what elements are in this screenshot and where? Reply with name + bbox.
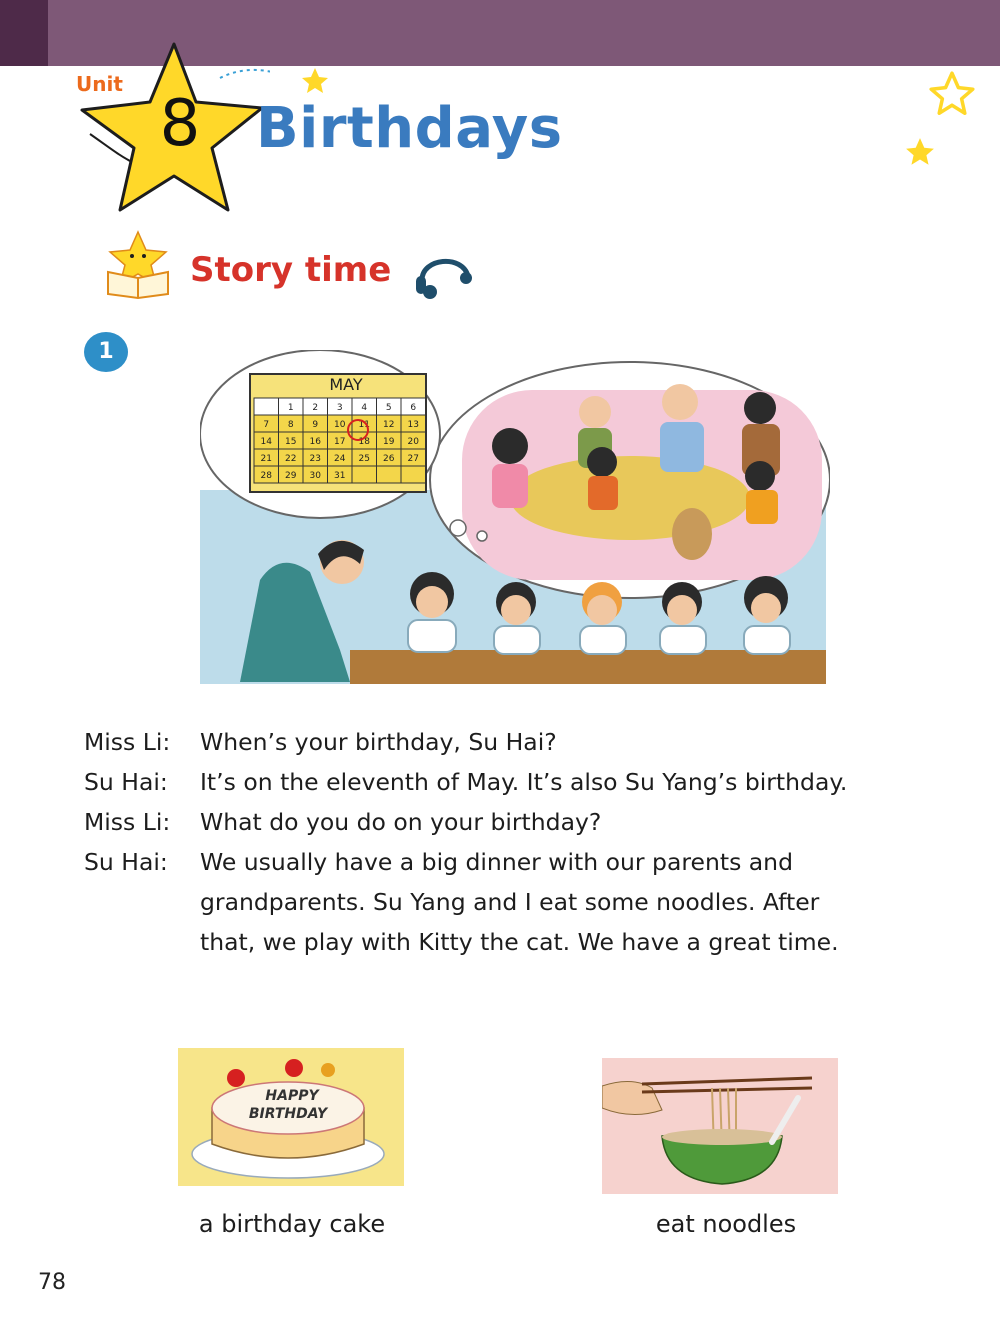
- calendar-day: 26: [383, 454, 395, 464]
- calendar-day: 22: [285, 454, 297, 464]
- calendar-day: 17: [334, 437, 346, 447]
- calendar-day: 7: [263, 420, 270, 430]
- page-number: 78: [38, 1270, 66, 1295]
- desk: [350, 650, 826, 684]
- speaker: Miss Li:: [84, 808, 171, 836]
- outline-star-icon: [928, 70, 976, 118]
- calendar-day: 12: [383, 420, 395, 430]
- family-member: [745, 461, 775, 491]
- calendar-cell: [352, 466, 377, 483]
- line-text: It’s on the eleventh of May. It’s also Su Yang’s birthday.: [200, 768, 848, 796]
- unit-number: 8: [159, 87, 201, 161]
- calendar-month: MAY: [329, 375, 363, 394]
- cake-text-happy: HAPPY: [265, 1088, 319, 1104]
- calendar-cell: [377, 466, 402, 483]
- dialogue: [84, 722, 964, 962]
- dinner-table: [510, 456, 750, 540]
- dialogue-line: [84, 722, 964, 762]
- calendar-day: 1: [287, 403, 294, 413]
- speaker: Miss Li:: [84, 728, 171, 756]
- birthday-cake-image: [178, 1048, 404, 1186]
- line-text: When’s your birthday, Su Hai?: [200, 728, 557, 756]
- calendar-day: 6: [410, 403, 417, 413]
- dialogue-line: [84, 882, 964, 922]
- dialogue-line: [84, 762, 964, 802]
- caption-eat-noodles: eat noodles: [655, 1210, 797, 1238]
- calendar-day: 30: [309, 471, 321, 481]
- small-star-icon: [904, 136, 936, 168]
- calendar-day: 21: [260, 454, 272, 464]
- caption-birthday-cake: a birthday cake: [198, 1210, 386, 1238]
- calendar-day: 5: [385, 403, 392, 413]
- calendar-day: 29: [285, 471, 297, 481]
- calendar-day: 31: [334, 471, 346, 481]
- thought-dot: [450, 520, 466, 536]
- headphones-icon[interactable]: [408, 244, 478, 300]
- calendar-day: 16: [309, 437, 321, 447]
- line-text: that, we play with Kitty the cat. We have a great time.: [200, 928, 839, 956]
- calendar-day: 9: [312, 420, 319, 430]
- cake-text-birthday: BIRTHDAY: [248, 1106, 328, 1122]
- family-member: [579, 396, 611, 428]
- dialogue-line: [84, 802, 964, 842]
- calendar-day: 8: [287, 420, 294, 430]
- thought-dot: [477, 531, 487, 541]
- calendar-cell: [401, 466, 426, 483]
- story-star-reading-icon: [98, 228, 178, 300]
- family-member: [662, 384, 698, 420]
- calendar-day: 10: [334, 420, 346, 430]
- calendar-day: 13: [407, 420, 419, 430]
- calendar-day: 20: [407, 437, 419, 447]
- line-text: What do you do on your birthday?: [200, 808, 602, 836]
- line-text: grandparents. Su Yang and I eat some noodles. After: [200, 888, 820, 916]
- family-member: [492, 428, 528, 464]
- calendar-day: 24: [334, 454, 346, 464]
- dialogue-line: [84, 842, 964, 882]
- speaker: Su Hai:: [84, 768, 168, 796]
- calendar-day: 15: [285, 437, 297, 447]
- story-illustration: [200, 350, 830, 690]
- cat: [672, 508, 712, 560]
- calendar-day: 4: [361, 403, 368, 413]
- calendar-day: 11: [358, 420, 370, 430]
- small-star-icon: [300, 66, 330, 96]
- calendar-day: 23: [309, 454, 321, 464]
- calendar-day: 27: [407, 454, 419, 464]
- top-banner-corner: [0, 0, 48, 66]
- calendar-cell: [254, 398, 279, 415]
- speaker: Su Hai:: [84, 848, 168, 876]
- calendar-day: 18: [358, 437, 370, 447]
- family-member: [744, 392, 776, 424]
- calendar-day: 3: [336, 403, 343, 413]
- calendar-day: 14: [260, 437, 272, 447]
- noodles-image: [602, 1058, 838, 1194]
- calendar-grid: [254, 398, 426, 483]
- calendar-day: 25: [358, 454, 370, 464]
- calendar-day: 19: [383, 437, 395, 447]
- section-title: Story time: [190, 250, 392, 290]
- speaker: [84, 882, 200, 922]
- calendar-day: 28: [260, 471, 272, 481]
- family-member: [587, 447, 617, 477]
- speaker: [84, 922, 200, 962]
- unit-title: Birthdays: [256, 96, 563, 161]
- line-text: We usually have a big dinner with our parents and: [200, 848, 793, 876]
- unit-label: Unit: [76, 72, 123, 96]
- dialogue-line: [84, 922, 964, 962]
- calendar-day: 2: [312, 403, 319, 413]
- part-number-badge: 1: [84, 332, 128, 372]
